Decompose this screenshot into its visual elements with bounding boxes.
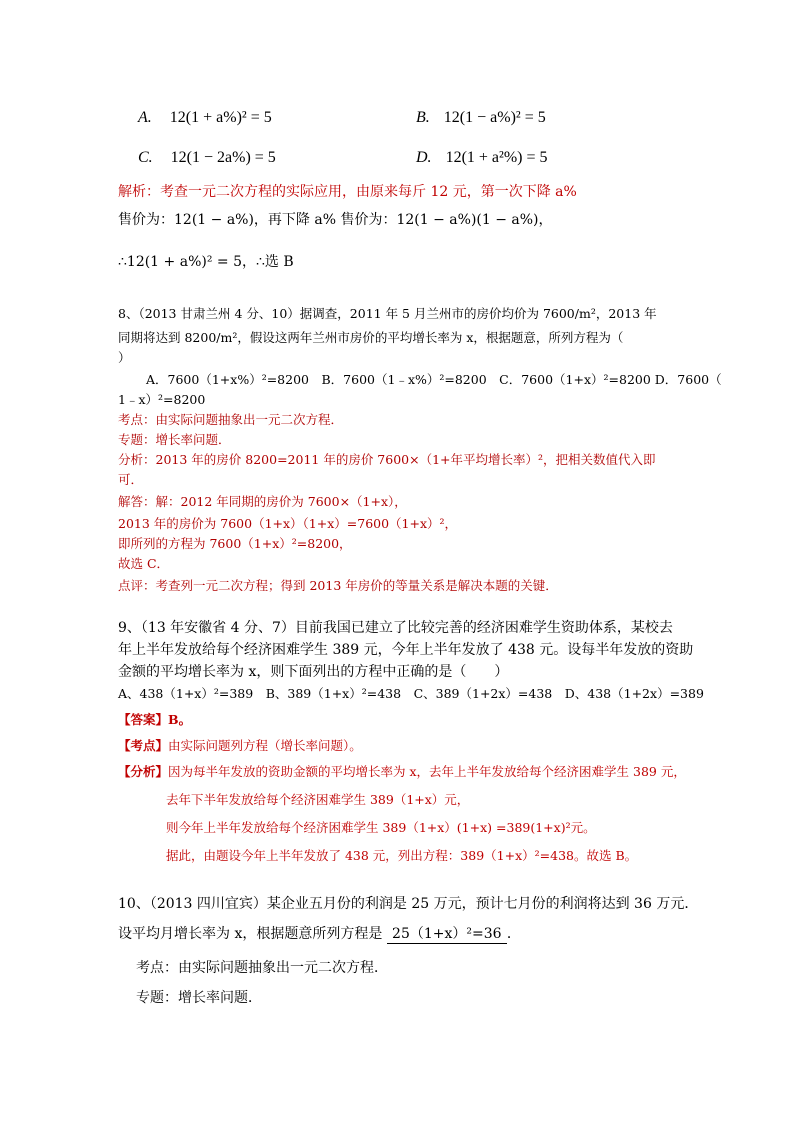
q10-zhuanti: 专题：增长率问题． bbox=[136, 990, 262, 1006]
fenxi-line-1: 因为每半年发放的资助金额的平均增长率为 x，去年上半年发放给每个经济困难学生 389 元， bbox=[168, 764, 686, 779]
option-letter: D. bbox=[416, 149, 432, 166]
q7-analysis-line-3: ∴12(1 + a%)² = 5，∴选 B bbox=[118, 254, 294, 270]
kaodian-tag: 【考点】 bbox=[118, 738, 169, 753]
option-letter: C. bbox=[138, 149, 153, 166]
q10-stem-line-2 bbox=[118, 926, 521, 944]
q8-stem-line-1: 8、（2013 甘肃兰州 4 分、10）据调查，2011 年 5 月兰州市的房价均价为 7600/m²，2013 年 bbox=[118, 306, 657, 321]
fenxi-tag: 【分析】 bbox=[118, 764, 169, 779]
q8-stem-line-2: 同期将达到 8200/m²，假设这两年兰州市房价的平均增长率为 x，根据题意，所列方程为（ bbox=[118, 330, 624, 345]
answer-tag: 【答案】 bbox=[118, 712, 169, 727]
q8-fenxi-line-1: 分析：2013 年的房价 8200=2011 年的房价 7600×（1+年平均增长率）²，把相关数值代入即 bbox=[118, 452, 656, 467]
q8-jieda-line-1: 解答：解：2012 年同期的房价为 7600×（1+x）， bbox=[118, 494, 407, 509]
option-expression: 12(1 + a%)² = 5 bbox=[169, 109, 272, 126]
q7-analysis-line-1: 解析：考查一元二次方程的实际应用，由原来每斤 12 元，第一次下降 a% bbox=[118, 184, 577, 200]
q9-stem-line-3: 金额的平均增长率为 x，则下面列出的方程中正确的是（ ） bbox=[118, 664, 509, 680]
q7-option-d bbox=[416, 148, 548, 167]
q8-stem-line-3: ） bbox=[118, 350, 131, 365]
q9-options: A、438（1+x）²=389 B、389（1+x）²=438 C、389（1+2x）=438 D、438（1+2x）=389 bbox=[118, 686, 704, 701]
q7-option-c bbox=[138, 148, 276, 167]
stem-suffix: ． bbox=[506, 926, 521, 942]
q9-kaodian bbox=[118, 738, 362, 753]
q9-fenxi-line-4: 据此，由题设今年上半年发放了 438 元，列出方程：389（1+x）²=438。故选 B。 bbox=[166, 848, 638, 863]
q9-stem-line-2: 年上半年发放给每个经济困难学生 389 元，今年上半年发放了 438 元。设每半年发放的资助 bbox=[118, 642, 694, 658]
q7-option-a bbox=[138, 108, 272, 127]
answer-blank: 25（1+x）²=36 bbox=[387, 926, 507, 944]
answer-value: B。 bbox=[168, 712, 192, 727]
q7-analysis-line-2: 售价为：12(1 − a%)，再下降 a% 售价为：12(1 − a%)(1 − a%)， bbox=[118, 212, 553, 228]
q8-fenxi-line-2: 可． bbox=[118, 472, 144, 487]
option-letter: A. bbox=[138, 109, 152, 126]
q8-jieda-line-3: 即所列的方程为 7600（1+x）²=8200， bbox=[118, 536, 352, 551]
q8-kaodian: 考点：由实际问题抽象出一元二次方程． bbox=[118, 412, 344, 427]
option-expression: 12(1 − a%)² = 5 bbox=[443, 109, 546, 126]
option-expression: 12(1 − 2a%) = 5 bbox=[170, 149, 276, 166]
option-expression: 12(1 + a²%) = 5 bbox=[445, 149, 548, 166]
q8-options-line-1: A．7600（1+x%）²=8200 B．7600（1﹣x%）²=8200 C．7600（1+x）²=8200 D．7600（ bbox=[146, 372, 722, 387]
kaodian-value: 由实际问题列方程（增长率问题）。 bbox=[168, 738, 362, 753]
q8-options-line-2: 1﹣x）²=8200 bbox=[118, 392, 206, 407]
q7-option-b bbox=[416, 108, 546, 127]
q10-kaodian: 考点：由实际问题抽象出一元二次方程． bbox=[136, 960, 388, 976]
q9-stem-line-1: 9、（13 年安徽省 4 分、7）目前我国已建立了比较完善的经济困难学生资助体系，某校去 bbox=[118, 620, 673, 636]
q9-fenxi-line-3: 则今年上半年发放给每个经济困难学生 389（1+x）(1+x) =389(1+x)²元。 bbox=[166, 820, 596, 835]
stem-prefix: 设平均月增长率为 x，根据题意所列方程是 bbox=[118, 926, 383, 942]
q9-fenxi-line-2: 去年下半年发放给每个经济困难学生 389（1+x）元， bbox=[166, 792, 470, 807]
option-letter: B. bbox=[416, 109, 430, 126]
q10-stem-line-1: 10、（2013 四川宜宾）某企业五月份的利润是 25 万元，预计七月份的利润将达到 36 万元． bbox=[118, 896, 699, 912]
q9-fenxi bbox=[118, 764, 686, 779]
q8-jieda-line-4: 故选 C． bbox=[118, 556, 170, 571]
q8-jieda-line-2: 2013 年的房价为 7600（1+x）（1+x）=7600（1+x）²， bbox=[118, 516, 458, 531]
q8-zhuanti: 专题：增长率问题． bbox=[118, 432, 231, 447]
q8-dianping: 点评：考查列一元二次方程；得到 2013 年房价的等量关系是解决本题的关键． bbox=[118, 578, 558, 593]
q9-answer bbox=[118, 712, 191, 727]
